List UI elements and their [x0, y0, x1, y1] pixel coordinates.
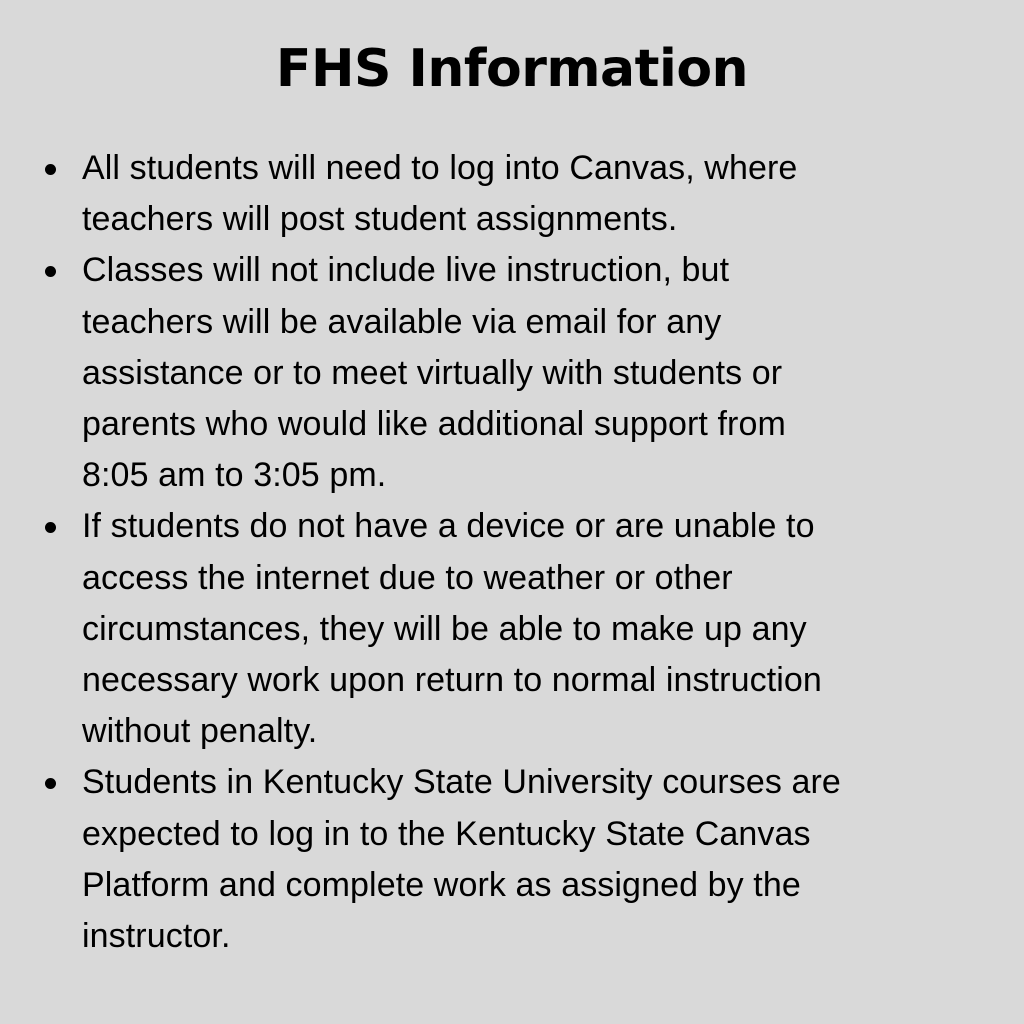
text-line: If students do not have a device or are unable to — [82, 507, 815, 546]
text-line: Platform and complete work as assigned by the — [82, 865, 801, 904]
info-bullet-list — [0, 143, 1024, 962]
list-item — [0, 501, 1024, 757]
text-line: access the internet due to weather or other — [82, 558, 733, 597]
text-line: instructor. — [82, 917, 231, 956]
list-item — [0, 757, 1024, 962]
text-line: without penalty. — [82, 712, 318, 751]
bullet-dot-icon — [45, 266, 56, 277]
bullet-dot-icon — [45, 522, 56, 533]
text-line: teachers will be available via email for any — [82, 302, 722, 341]
bullet-dot-icon — [45, 778, 56, 789]
text-line: Classes will not include live instruction, but — [82, 251, 730, 290]
text-line: necessary work upon return to normal instruction — [82, 661, 822, 700]
text-line: All students will need to log into Canvas, where — [82, 149, 798, 187]
text-line: Students in Kentucky State University courses are — [82, 763, 841, 802]
list-item-text — [82, 245, 994, 501]
text-line: 8:05 am to 3:05 pm. — [82, 456, 387, 495]
bullet-dot-icon — [45, 164, 56, 175]
text-line: teachers will post student assignments. — [82, 200, 678, 239]
text-line: assistance or to meet virtually with students or — [82, 353, 783, 392]
list-item — [0, 245, 1024, 501]
text-line: expected to log in to the Kentucky State Canvas — [82, 814, 811, 853]
text-line: parents who would like additional support from — [82, 405, 786, 444]
list-item — [0, 143, 1024, 245]
list-item-text — [82, 757, 994, 962]
page-title: FHS Information — [275, 39, 749, 99]
list-item-text — [82, 143, 994, 245]
list-item-text — [82, 501, 994, 757]
text-line: circumstances, they will be able to make up any — [82, 609, 807, 648]
